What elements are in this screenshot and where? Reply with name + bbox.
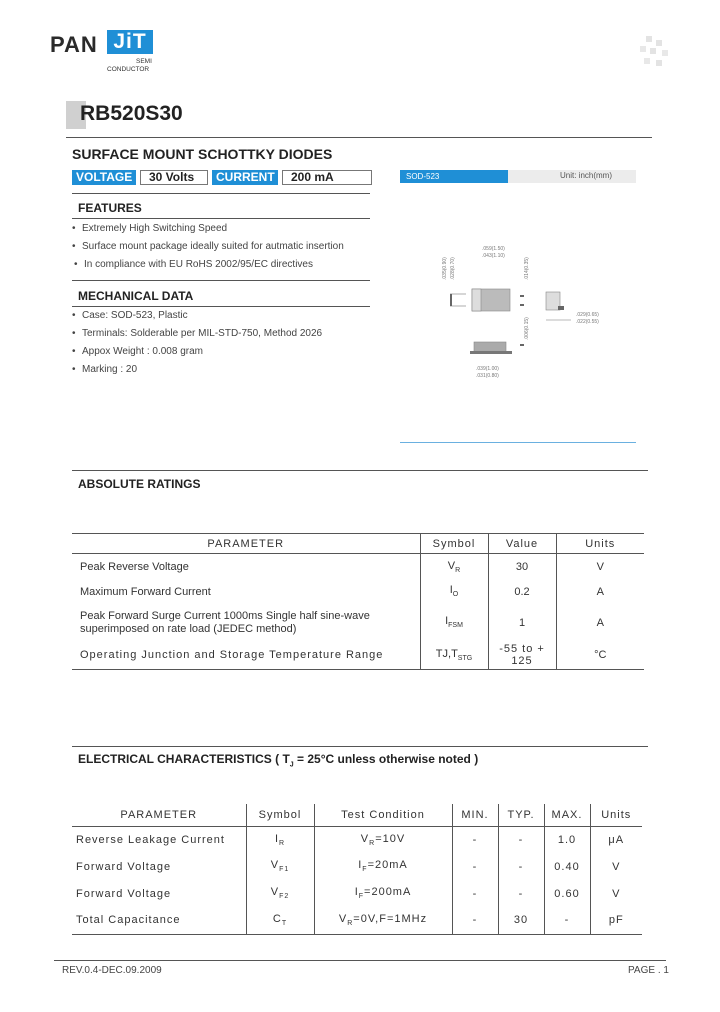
condition-text: I — [354, 886, 359, 899]
mechanical-bottom-rule — [72, 306, 370, 307]
header-symbol: Symbol — [420, 534, 488, 554]
condition-rest: =10V — [375, 832, 406, 845]
symbol-text: I — [445, 615, 449, 628]
condition-subscript: F — [358, 893, 365, 901]
table-row — [72, 880, 642, 907]
header-units: Units — [556, 534, 644, 554]
min-cell: - — [452, 907, 498, 934]
condition-rest: =200mA — [364, 886, 412, 899]
header-value: Value — [488, 534, 556, 554]
sod523-outline-drawing — [436, 240, 606, 390]
param-cell: Reverse Leakage Current — [76, 833, 225, 846]
features-title: FEATURES — [78, 201, 142, 215]
table-row — [72, 554, 644, 580]
symbol-text: C — [272, 913, 282, 926]
typ-cell: - — [498, 880, 544, 907]
header-parameter: PARAMETER — [207, 537, 285, 550]
symbol-cell — [420, 554, 488, 580]
feature-item: • Extremely High Switching Speed — [82, 223, 227, 234]
symbol-cell — [246, 826, 314, 853]
symbol-text: I — [274, 832, 279, 845]
max-cell: - — [544, 907, 590, 934]
unit-cell: V — [590, 880, 642, 907]
svg-text:.035(0.90): .035(0.90) — [442, 257, 448, 280]
feature-item: • In compliance with EU RoHS 2002/95/EC directives — [84, 259, 313, 270]
current-badge-label: CURRENT — [212, 170, 278, 185]
logo-jit-text: JiT — [107, 30, 153, 54]
voltage-badge-label: VOLTAGE — [72, 170, 136, 185]
condition-subscript: R — [347, 920, 354, 928]
table-row — [72, 853, 642, 880]
symbol-text: TJ,T — [435, 648, 458, 661]
header-units: Units — [590, 804, 642, 826]
table-row — [72, 580, 644, 604]
voltage-badge-value: 30 Volts — [140, 170, 208, 185]
value-cell: 0.2 — [488, 580, 556, 604]
title-divider — [66, 137, 652, 138]
max-cell: 0.40 — [544, 853, 590, 880]
symbol-text: V — [270, 886, 280, 899]
part-number-title: RB520S30 — [80, 102, 183, 125]
svg-text:.014(0.35): .014(0.35) — [524, 257, 530, 280]
max-cell: 1.0 — [544, 826, 590, 853]
header-symbol: Symbol — [246, 804, 314, 826]
condition-cell — [314, 880, 452, 907]
unit-cell: V — [556, 554, 644, 580]
symbol-cell — [246, 880, 314, 907]
unit-cell: °C — [556, 642, 644, 670]
min-cell: - — [452, 853, 498, 880]
table-row — [72, 826, 642, 853]
svg-text:.029(0.65): .029(0.65) — [576, 312, 599, 318]
typ-cell: - — [498, 853, 544, 880]
symbol-subscript: STG — [457, 655, 473, 663]
symbol-cell — [420, 642, 488, 670]
table-row — [72, 604, 644, 642]
condition-cell — [314, 826, 452, 853]
param-cell: Forward Voltage — [76, 860, 172, 873]
min-cell: - — [452, 826, 498, 853]
param-cell: Operating Junction and Storage Temperature Range — [80, 649, 384, 662]
features-top-rule — [72, 193, 370, 194]
value-cell: 1 — [488, 604, 556, 642]
condition-text: V — [338, 913, 348, 926]
mechanical-item: • Terminals: Solderable per MIL-STD-750, Method 2026 — [82, 328, 322, 339]
package-bottom-line — [400, 442, 636, 443]
param-cell: Maximum Forward Current — [80, 585, 211, 598]
symbol-subscript: FSM — [448, 622, 463, 630]
absolute-top-rule — [72, 470, 648, 471]
absolute-ratings-title: ABSOLUTE RATINGS — [78, 477, 201, 491]
product-subtitle: SURFACE MOUNT SCHOTTKY DIODES — [72, 146, 333, 162]
mechanical-item: • Appox Weight : 0.008 gram — [82, 346, 203, 357]
max-cell: 0.60 — [544, 880, 590, 907]
header-condition: Test Condition — [314, 804, 452, 826]
condition-text: V — [360, 832, 370, 845]
table-row — [72, 907, 642, 934]
electrical-title-text: ELECTRICAL CHARACTERISTICS ( T — [78, 752, 290, 766]
absolute-ratings-table — [72, 533, 644, 670]
unit-cell: A — [556, 580, 644, 604]
electrical-title — [78, 752, 478, 768]
condition-cell — [314, 907, 452, 934]
electrical-title-subscript: J — [289, 761, 294, 769]
symbol-text: V — [270, 859, 280, 872]
electrical-title-rest: = 25°C unless otherwise noted ) — [293, 752, 479, 766]
symbol-subscript: T — [281, 920, 288, 928]
table-header-row — [72, 534, 644, 554]
svg-text:.006(0.15): .006(0.15) — [524, 317, 530, 340]
typ-cell: 30 — [498, 907, 544, 934]
param-cell: Peak Forward Surge Current 1000ms Single half sine-wave superimposed on rate load (JEDEC method) — [80, 609, 370, 635]
symbol-subscript: R — [279, 839, 286, 847]
table-header-row — [72, 804, 642, 826]
condition-subscript: R — [369, 839, 376, 847]
svg-text:.043(1.10): .043(1.10) — [482, 253, 505, 259]
svg-text:.022(0.55): .022(0.55) — [576, 319, 599, 325]
header-max: MAX. — [544, 804, 590, 826]
footer-rule — [54, 960, 666, 961]
current-badge-value: 200 mA — [282, 170, 372, 185]
symbol-text: V — [447, 559, 456, 572]
param-cell: Forward Voltage — [76, 887, 172, 900]
logo-conductor-text: CONDUCTOR — [107, 66, 150, 73]
svg-text:.028(0.70): .028(0.70) — [450, 257, 456, 280]
unit-cell: V — [590, 853, 642, 880]
value-cell: -55 to + 125 — [488, 642, 556, 670]
feature-item: • Surface mount package ideally suited for autmatic insertion — [82, 241, 344, 252]
header-min: MIN. — [452, 804, 498, 826]
min-cell: - — [452, 880, 498, 907]
symbol-subscript: F1 — [279, 866, 290, 874]
symbol-cell — [420, 580, 488, 604]
symbol-cell — [246, 853, 314, 880]
unit-cell: A — [556, 604, 644, 642]
condition-rest: =20mA — [367, 859, 408, 872]
symbol-subscript: F2 — [279, 893, 290, 901]
symbol-cell — [246, 907, 314, 934]
param-cell: Peak Reverse Voltage — [72, 554, 420, 580]
header-parameter: PARAMETER — [120, 808, 198, 821]
mechanical-item: • Case: SOD-523, Plastic — [82, 310, 188, 321]
param-cell: Total Capacitance — [76, 914, 181, 927]
value-cell: 30 — [488, 554, 556, 580]
typ-cell: - — [498, 826, 544, 853]
electrical-characteristics-table — [72, 804, 642, 935]
unit-cell: μA — [590, 826, 642, 853]
decorative-squares-icon — [636, 36, 672, 68]
features-bottom-rule — [72, 218, 370, 219]
header-typ: TYP. — [498, 804, 544, 826]
mechanical-title: MECHANICAL DATA — [78, 289, 194, 303]
svg-text:.031(0.80): .031(0.80) — [476, 373, 499, 379]
unit-cell: pF — [590, 907, 642, 934]
logo-semi-text: SEMI — [136, 58, 152, 65]
symbol-subscript: O — [452, 591, 459, 599]
symbol-cell — [420, 604, 488, 642]
svg-text:.039(1.00): .039(1.00) — [476, 366, 499, 372]
condition-cell — [314, 853, 452, 880]
package-name: SOD-523 — [400, 170, 508, 183]
electrical-top-rule — [72, 746, 648, 747]
table-row — [72, 642, 644, 670]
symbol-text: I — [449, 584, 453, 597]
logo-pan-text: PAN — [50, 32, 98, 57]
revision-text: REV.0.4-DEC.09.2009 — [62, 965, 162, 976]
condition-subscript: F — [362, 866, 368, 874]
symbol-subscript: R — [455, 566, 461, 574]
mechanical-top-rule — [72, 280, 370, 281]
svg-text:.059(1.50): .059(1.50) — [482, 246, 505, 252]
condition-text: I — [358, 859, 363, 872]
page-number: PAGE . 1 — [628, 965, 669, 976]
condition-rest: =0V,F=1MHz — [353, 913, 428, 926]
mechanical-item: • Marking : 20 — [82, 364, 137, 375]
package-unit: Unit: inch(mm) — [560, 171, 613, 180]
